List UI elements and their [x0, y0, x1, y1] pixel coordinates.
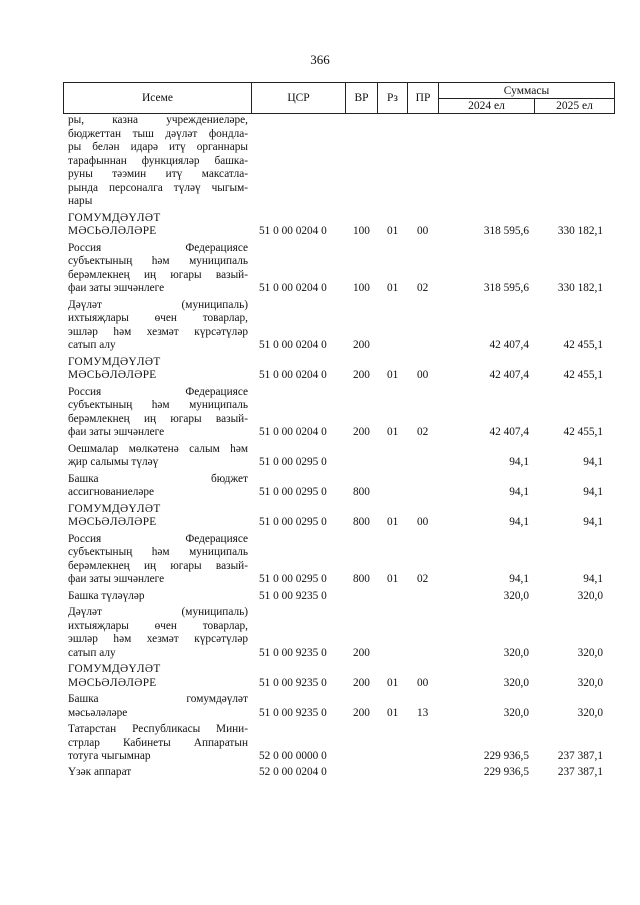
row-csr: 51 0 00 9235 0 [259, 676, 327, 689]
row-sum-2024: 94,1 [509, 516, 529, 528]
row-pr: 02 [417, 573, 429, 585]
row-csr: 52 0 00 0204 0 [259, 765, 327, 778]
row-name-line: субъектының һәм муниципаль [68, 399, 248, 411]
row-name-line: Башка гомумдәүләт [68, 693, 248, 705]
table-row [63, 663, 615, 690]
row-name-line: нары [68, 195, 93, 207]
row-sum-2024: 229 936,5 [483, 765, 529, 778]
row-name-line: Оешмалар мөлкәтенә салым һәм [68, 442, 248, 455]
row-rz: 01 [387, 706, 399, 719]
row-sum-2024: 320,0 [503, 646, 529, 659]
row-name-line: руны тәэмин итү максатла- [68, 168, 248, 180]
row-rz: 01 [387, 369, 399, 381]
row-name-line: субъектының һәм муниципаль [68, 255, 248, 267]
row-sum-2025: 320,0 [577, 589, 603, 602]
row-csr: 51 0 00 9235 0 [259, 706, 327, 719]
row-sum-2025: 320,0 [577, 676, 603, 689]
row-pr: 13 [417, 706, 429, 719]
row-name [63, 663, 248, 690]
row-name-line: МӘСЬӘЛӘЛӘРЕ [68, 225, 157, 237]
row-rz: 01 [387, 282, 399, 294]
row-vr: 200 [353, 706, 370, 719]
table-row [63, 723, 615, 764]
row-name-line: Үзәк аппарат [68, 765, 132, 778]
row-rz: 01 [387, 573, 399, 585]
table-row [63, 299, 615, 353]
row-pr: 00 [417, 676, 429, 689]
row-rz: 01 [387, 426, 399, 438]
row-csr: 51 0 00 9235 0 [259, 589, 327, 602]
table-row [63, 693, 615, 720]
header-2024: 2024 ел [438, 98, 535, 114]
row-sum-2024: 318 595,6 [483, 282, 529, 294]
row-vr: 800 [353, 516, 370, 528]
row-pr: 00 [417, 516, 429, 528]
row-vr: 200 [353, 369, 370, 381]
row-sum-2025: 94,1 [583, 486, 603, 498]
row-vr: 200 [353, 339, 370, 351]
row-name-line: сатып алу [68, 646, 116, 659]
row-sum-2025: 94,1 [583, 516, 603, 528]
row-sum-2025: 94,1 [583, 456, 603, 468]
table-row [63, 114, 615, 209]
row-name [63, 723, 248, 764]
row-vr: 800 [353, 573, 370, 585]
row-sum-2024: 94,1 [509, 573, 529, 585]
row-pr: 00 [417, 369, 429, 381]
table-header [63, 82, 615, 114]
row-name [63, 473, 248, 500]
row-name [63, 606, 248, 660]
row-rz: 01 [387, 225, 399, 237]
row-name [63, 242, 248, 296]
row-name-line: эшләр һәм хезмәт күрсәтүләр [68, 325, 248, 338]
row-sum-2024: 94,1 [509, 486, 529, 498]
row-vr: 200 [353, 426, 370, 438]
row-name [63, 114, 248, 209]
row-name-line: берәмлекнең иң югары вазый- [68, 559, 248, 572]
row-name-line: фаи заты эшчәнлеге [68, 573, 165, 585]
table-body [63, 114, 615, 782]
row-pr: 02 [417, 282, 429, 294]
table-row [63, 766, 615, 780]
table-row [63, 473, 615, 500]
row-pr: 00 [417, 225, 429, 237]
row-sum-2024: 42 407,4 [489, 339, 529, 351]
row-name-line: сатып алу [68, 339, 116, 351]
row-name [63, 693, 248, 720]
row-sum-2025: 237 387,1 [557, 765, 603, 778]
row-name-line: стрлар Кабинеты Аппаратын [68, 736, 248, 749]
row-vr: 800 [353, 486, 370, 498]
row-sum-2025: 330 182,1 [557, 282, 603, 294]
row-vr: 200 [353, 646, 370, 659]
row-name [63, 766, 248, 780]
row-name-line: эшләр һәм хезмәт күрсәтүләр [68, 633, 248, 645]
row-name-line: ГОМУМДӘҮЛӘТ [68, 211, 161, 224]
row-sum-2024: 94,1 [509, 456, 529, 468]
header-csr: ЦСР [251, 82, 346, 114]
row-name-line: Россия Федерациясе [68, 532, 248, 545]
row-sum-2025: 94,1 [583, 573, 603, 585]
header-name: Исеме [63, 82, 252, 114]
row-name-line: ГОМУМДӘҮЛӘТ [68, 355, 161, 368]
row-name-line: ассигнованиеләре [68, 486, 155, 498]
row-name-line: МӘСЬӘЛӘЛӘРЕ [68, 516, 157, 528]
row-sum-2024: 318 595,6 [483, 225, 529, 237]
row-name-line: Татарстан Республикасы Мини- [68, 723, 248, 735]
row-name-line: ры, казна учреждениеләре, [68, 114, 248, 126]
row-name [63, 533, 248, 587]
header-2025: 2025 ел [534, 98, 615, 114]
row-sum-2025: 42 455,1 [563, 369, 603, 381]
row-name-line: Дәүләт (муниципаль) [68, 298, 248, 311]
row-name-line: ихтыяҗлары өчен товарлар, [68, 312, 248, 324]
row-pr: 02 [417, 426, 429, 438]
row-csr: 51 0 00 0204 0 [259, 426, 327, 438]
table-row [63, 386, 615, 440]
row-csr: 51 0 00 0204 0 [259, 225, 327, 237]
row-name-line: тарафыннан функцияләр башка- [68, 154, 248, 167]
table-row [63, 533, 615, 587]
row-rz: 01 [387, 516, 399, 528]
row-sum-2025: 42 455,1 [563, 339, 603, 351]
row-sum-2024: 42 407,4 [489, 426, 529, 438]
row-sum-2024: 320,0 [503, 676, 529, 689]
row-sum-2025: 42 455,1 [563, 426, 603, 438]
row-name-line: ры белән идарә итү органнары [68, 141, 248, 153]
table-row [63, 356, 615, 383]
table-row [63, 212, 615, 239]
row-name-line: МӘСЬӘЛӘЛӘРЕ [68, 676, 157, 689]
row-sum-2025: 320,0 [577, 706, 603, 719]
row-name-line: Дәүләт (муниципаль) [68, 606, 248, 618]
row-name-line: бюджеттан тыш дәүләт фондла- [68, 127, 248, 140]
row-name-line: ГОМУМДӘҮЛӘТ [68, 663, 161, 675]
header-rz: Рз [377, 82, 408, 114]
row-sum-2025: 320,0 [577, 646, 603, 659]
row-csr: 51 0 00 0204 0 [259, 282, 327, 294]
row-vr: 100 [353, 225, 370, 237]
row-name-line: тотуга чыгымнар [68, 750, 151, 762]
row-name-line: МӘСЬӘЛӘЛӘРЕ [68, 369, 157, 381]
row-sum-2024: 320,0 [503, 706, 529, 719]
row-csr: 51 0 00 0295 0 [259, 456, 327, 468]
row-name [63, 299, 248, 353]
row-name [63, 590, 248, 604]
row-csr: 51 0 00 0295 0 [259, 486, 327, 498]
header-vr: ВР [345, 82, 378, 114]
row-sum-2024: 42 407,4 [489, 369, 529, 381]
row-name [63, 212, 248, 239]
table-row [63, 590, 615, 604]
row-name [63, 503, 248, 530]
header-pr: ПР [407, 82, 439, 114]
row-csr: 51 0 00 0204 0 [259, 369, 327, 381]
row-vr: 100 [353, 282, 370, 294]
row-name-line: берәмлекнең иң югары вазый- [68, 412, 248, 425]
row-csr: 51 0 00 9235 0 [259, 646, 327, 659]
row-name-line: ихтыяҗлары өчен товарлар, [68, 619, 248, 632]
row-sum-2024: 229 936,5 [483, 750, 529, 762]
row-name-line: рында персоналга түләү чыгым- [68, 181, 248, 194]
row-name-line: җир салымы түләү [68, 456, 159, 468]
row-sum-2025: 330 182,1 [557, 225, 603, 237]
header-sums: Суммасы [438, 82, 615, 99]
row-name-line: фаи заты эшчәнлеге [68, 282, 165, 294]
row-name [63, 356, 248, 383]
row-csr: 51 0 00 0295 0 [259, 516, 327, 528]
row-name [63, 386, 248, 440]
row-name-line: Россия Федерациясе [68, 385, 248, 398]
row-name-line: ГОМУМДӘҮЛӘТ [68, 502, 161, 515]
row-name-line: Россия Федерациясе [68, 241, 248, 254]
row-name-line: Башка бюджет [68, 472, 248, 485]
row-csr: 51 0 00 0204 0 [259, 339, 327, 351]
table-row [63, 443, 615, 470]
table-row [63, 503, 615, 530]
row-name-line: мәсьәләләре [68, 706, 128, 719]
row-name-line: субъектының һәм муниципаль [68, 546, 248, 558]
row-name-line: Башка түләүләр [68, 589, 145, 602]
row-sum-2024: 320,0 [503, 589, 529, 602]
page-number: 366 [310, 52, 330, 67]
row-csr: 52 0 00 0000 0 [259, 750, 327, 762]
table-row [63, 242, 615, 296]
row-vr: 200 [353, 676, 370, 689]
row-name-line: берәмлекнең иң югары вазый- [68, 268, 248, 281]
row-name [63, 443, 248, 470]
table-row [63, 606, 615, 660]
row-csr: 51 0 00 0295 0 [259, 573, 327, 585]
row-rz: 01 [387, 676, 399, 689]
row-name-line: фаи заты эшчәнлеге [68, 426, 165, 438]
row-sum-2025: 237 387,1 [557, 750, 603, 762]
